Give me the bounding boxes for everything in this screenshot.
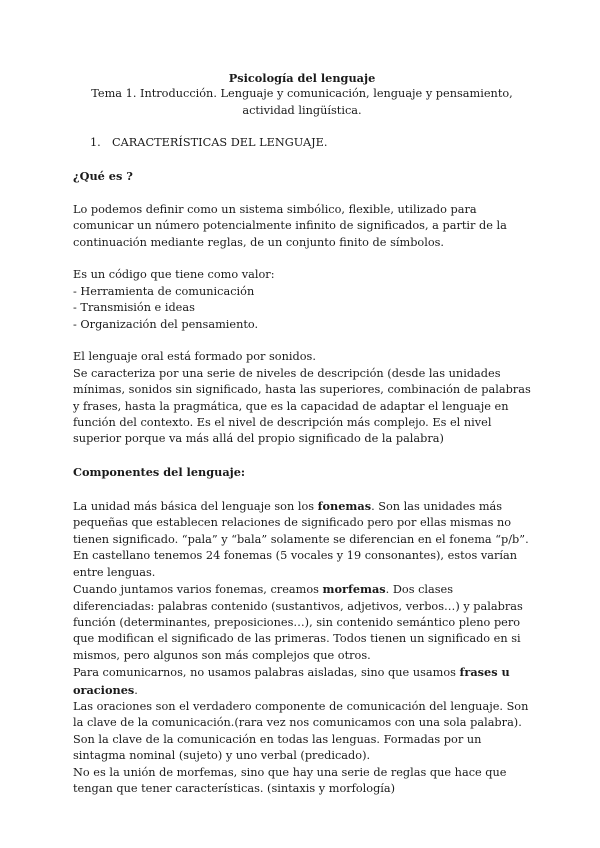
what-heading-text: ¿Qué es ?	[73, 169, 133, 184]
morphemes-term: morfemas	[322, 582, 386, 597]
section-title: CARACTERÍSTICAS DEL LENGUAJE.	[112, 136, 328, 150]
sentences-text-pre: Para comunicarnos, no usamos palabras aisladas, sino que usamos	[73, 666, 460, 680]
phonemes-paragraph	[73, 498, 531, 581]
morphemes-text-pre: Cuando juntamos varios fonemas, creamos	[73, 583, 323, 597]
phonemes-text-post: . Son las unidades más pequeñas que establecen relaciones de significado pero por ellas mismas no tienen significado. “pala” y “bala” solamente se diferencian en el fonema “p/b”. En castellano tenemos 24 fonemas (5 vocales y 19 consonantes), estos varían entre lenguas.	[73, 500, 529, 579]
list-item: - Organización del pensamiento.	[73, 317, 259, 331]
document-title: Psicología del lenguaje	[228, 71, 376, 85]
phonemes-text-pre: La unidad más básica del lenguaje son los	[73, 500, 318, 514]
oral-paragraph-1: El lenguaje oral está formado por sonidos.	[73, 350, 316, 364]
document-page	[73, 70, 531, 797]
definition-paragraph: Lo podemos definir como un sistema simbólico, flexible, utilizado para comunicar un número potencialmente infinito de significados, a partir de la continuación mediante reglas, de un conjunto finito de símbolos.	[73, 202, 507, 249]
components-heading-text: Componentes del lenguaje:	[73, 465, 246, 480]
morphemes-paragraph	[73, 581, 531, 664]
oral-paragraph-2: Se caracteriza por una serie de niveles de descripción (desde las unidades mínimas, sonidos sin significado, hasta las superiores, combinación de palabras y frases, hasta la pragmática, que es la capacidad de adaptar el lenguaje en función del contexto. Es el nivel de descripción más complejo. Es el nivel superior porque va más allá del propio significado de la palabra)	[73, 366, 531, 446]
section-heading	[73, 135, 531, 151]
values-intro: Es un código que tiene como valor:	[73, 268, 275, 282]
phonemes-term: fonemas	[317, 499, 372, 514]
sentences-paragraph-2: Las oraciones son el verdadero componente de comunicación del lenguaje. Son la clave de la comunicación.(rara vez nos comunicamos con una sola palabra). Son la clave de la comunicación en todas las lenguas. Formadas por un sintagma nominal (sujeto) y uno verbal (predicado).	[73, 699, 529, 763]
rules-paragraph: No es la unión de morfemas, sino que hay una serie de reglas que hace que tengan que tener características. (sintaxis y morfología)	[73, 765, 507, 795]
what-heading	[73, 168, 531, 185]
morphemes-text-post: . Dos clases diferenciadas: palabras contenido (sustantivos, adjetivos, verbos…) y palabras función (determinantes, preposiciones…), sin contenido semántico pleno pero que modifican el significado de las primeras. Todos tienen un significado en si mismos, pero algunos son más complejos que otros.	[73, 583, 523, 662]
list-item: - Transmisión e ideas	[73, 301, 195, 315]
sentences-paragraph	[73, 664, 531, 699]
list-item: - Herramienta de comunicación	[73, 284, 255, 298]
components-heading	[73, 464, 531, 481]
document-subtitle: Tema 1. Introducción. Lenguaje y comunicación, lenguaje y pensamiento, actividad lingüística.	[91, 87, 513, 117]
sentences-term: frases u oraciones	[73, 665, 510, 697]
section-number: 1.	[90, 136, 101, 150]
sentences-text-post: .	[134, 683, 138, 697]
